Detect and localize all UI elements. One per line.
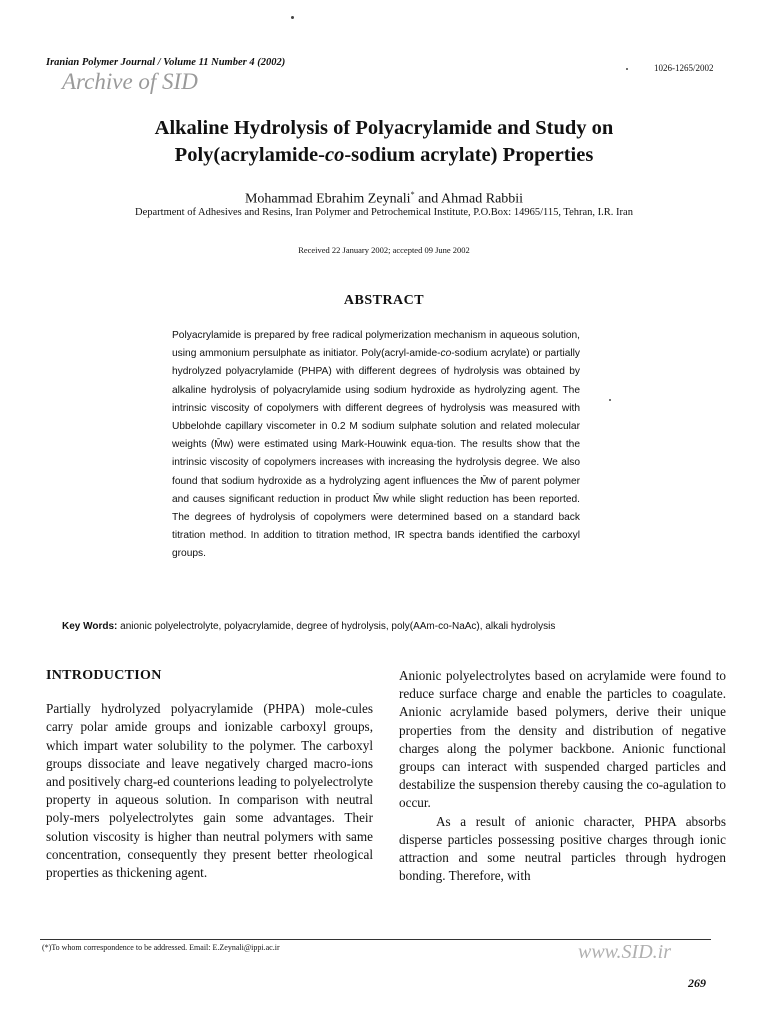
title-line-2 — [60, 142, 708, 169]
speck-dot — [626, 68, 628, 70]
abstract-italic-co: co — [440, 348, 452, 360]
issn-number: 1026-1265/2002 — [654, 63, 714, 73]
keywords — [62, 621, 712, 632]
received-dates: Received 22 January 2002; accepted 09 June 2002 — [298, 245, 470, 255]
abstract-text: of parent polymer and causes significant reduction in product — [172, 475, 581, 505]
author-2: Ahmad Rabbii — [441, 191, 524, 207]
left-column — [46, 667, 373, 882]
journal-header: Iranian Polymer Journal / Volume 11 Number 4 (2002) — [46, 57, 286, 68]
abstract-text: Polyacrylamide is prepared by free radical polymerization mechanism in aqueous solution, using ammonium persulphate as initiator. Poly(acryl-amide- — [172, 330, 580, 360]
intro-paragraph-left: Partially hydrolyzed polyacrylamide (PHPA) mole-cules carry polar amide groups and ionizable carboxyl groups, which impart water solubility to the polymer. The carboxyl groups dissociate and leave negatively charged macro-ions and positively charg-ed counterions leading to polyelectrolyte property in aqueous solution. In comparison with neutral poly-mers polyelectrolytes gain some advantages. Their solution viscosity is higher than neutral polymers with same concentration, consequently they present better rheological properties as thickening agent. — [46, 701, 373, 881]
abstract-text: ) were estimated using Mark-Houwink equa-tion. The results show that the intrinsic viscosity of copolymers increases with increasing the hydrolysis degree. We also found that sodium hydroxide as a hydrolyzing agent influences the — [172, 439, 581, 487]
title-italic-co: co — [324, 144, 345, 166]
author-list — [60, 190, 708, 208]
keywords-label: Key Words: — [62, 621, 118, 632]
page-number: 269 — [688, 976, 706, 990]
abstract-body — [172, 327, 580, 564]
archive-watermark: Archive of SID — [62, 69, 198, 94]
intro-paragraph-right-1: Anionic polyelectrolytes based on acrylamide were found to reduce surface charge and enable the particles to coagulate. Anionic acrylamide based polymers, derive their unique properties from the density and distribution of negative charges along the polymer backbone. Anionic functional groups can interact with suspended charged particles and destabilize the suspension thereby causing the co-agulation to occur. — [399, 668, 726, 811]
mw-symbol: M̄w — [372, 493, 389, 505]
speck-dot — [291, 16, 294, 19]
abstract-text: -sodium acrylate) or partially hydrolyzed polyacrylamide (PHPA) with different degrees of hydrolysis was obtained by alkaline hydrolysis of polyacrylamide using sodium hydroxide as hydrolyzing agent. The intrinsic viscosity of copolymers with different degrees of hydrolysis was measured with Ubbelohde capillary viscometer in 0.2 M sodium sulphate solution and related molecular weights ( — [172, 348, 580, 451]
mw-symbol: M̄w — [480, 475, 496, 487]
right-column — [399, 667, 726, 885]
paper-title — [60, 115, 708, 169]
author-1: Mohammad Ebrahim Zeynali — [244, 191, 411, 207]
correspondence-footnote: (*)To whom correspondence to be addressed. Email: E.Zeynali@ippi.ac.ir — [42, 943, 280, 952]
author-conjunction: and — [414, 191, 442, 207]
footnote-divider — [40, 939, 711, 940]
sid-watermark: www.SID.ir — [578, 941, 671, 963]
intro-paragraph-right-2: As a result of anionic character, PHPA absorbs disperse particles possessing positive charges through ionic attraction and some neutral particles through hydrogen bonding. Therefore, with — [399, 813, 726, 884]
speck-dot — [609, 399, 611, 401]
title-line-1: Alkaline Hydrolysis of Polyacrylamide and Study on — [154, 117, 614, 139]
title-part: Poly(acrylamide- — [174, 144, 325, 166]
title-part: -sodium acrylate) Properties — [344, 144, 594, 166]
abstract-heading: ABSTRACT — [343, 293, 425, 308]
abstract-text: while slight reduction has been reported. The degrees of hydrolysis of copolymers were determined based on a standard back titration method. In addition to titration method, IR spectra bands identified the carboxyl groups. — [172, 493, 580, 560]
affiliation: Department of Adhesives and Resins, Iran Polymer and Petrochemical Institute, P.O.Box: 14965/115, Tehran, I.R. Iran — [135, 207, 633, 218]
mw-symbol: M̄w — [214, 439, 231, 451]
introduction-heading: INTRODUCTION — [46, 668, 162, 683]
keywords-text: anionic polyelectrolyte, polyacrylamide, degree of hydrolysis, poly(AAm-co-NaAc), alkali hydrolysis — [117, 621, 556, 632]
corresponding-mark: * — [410, 190, 415, 199]
